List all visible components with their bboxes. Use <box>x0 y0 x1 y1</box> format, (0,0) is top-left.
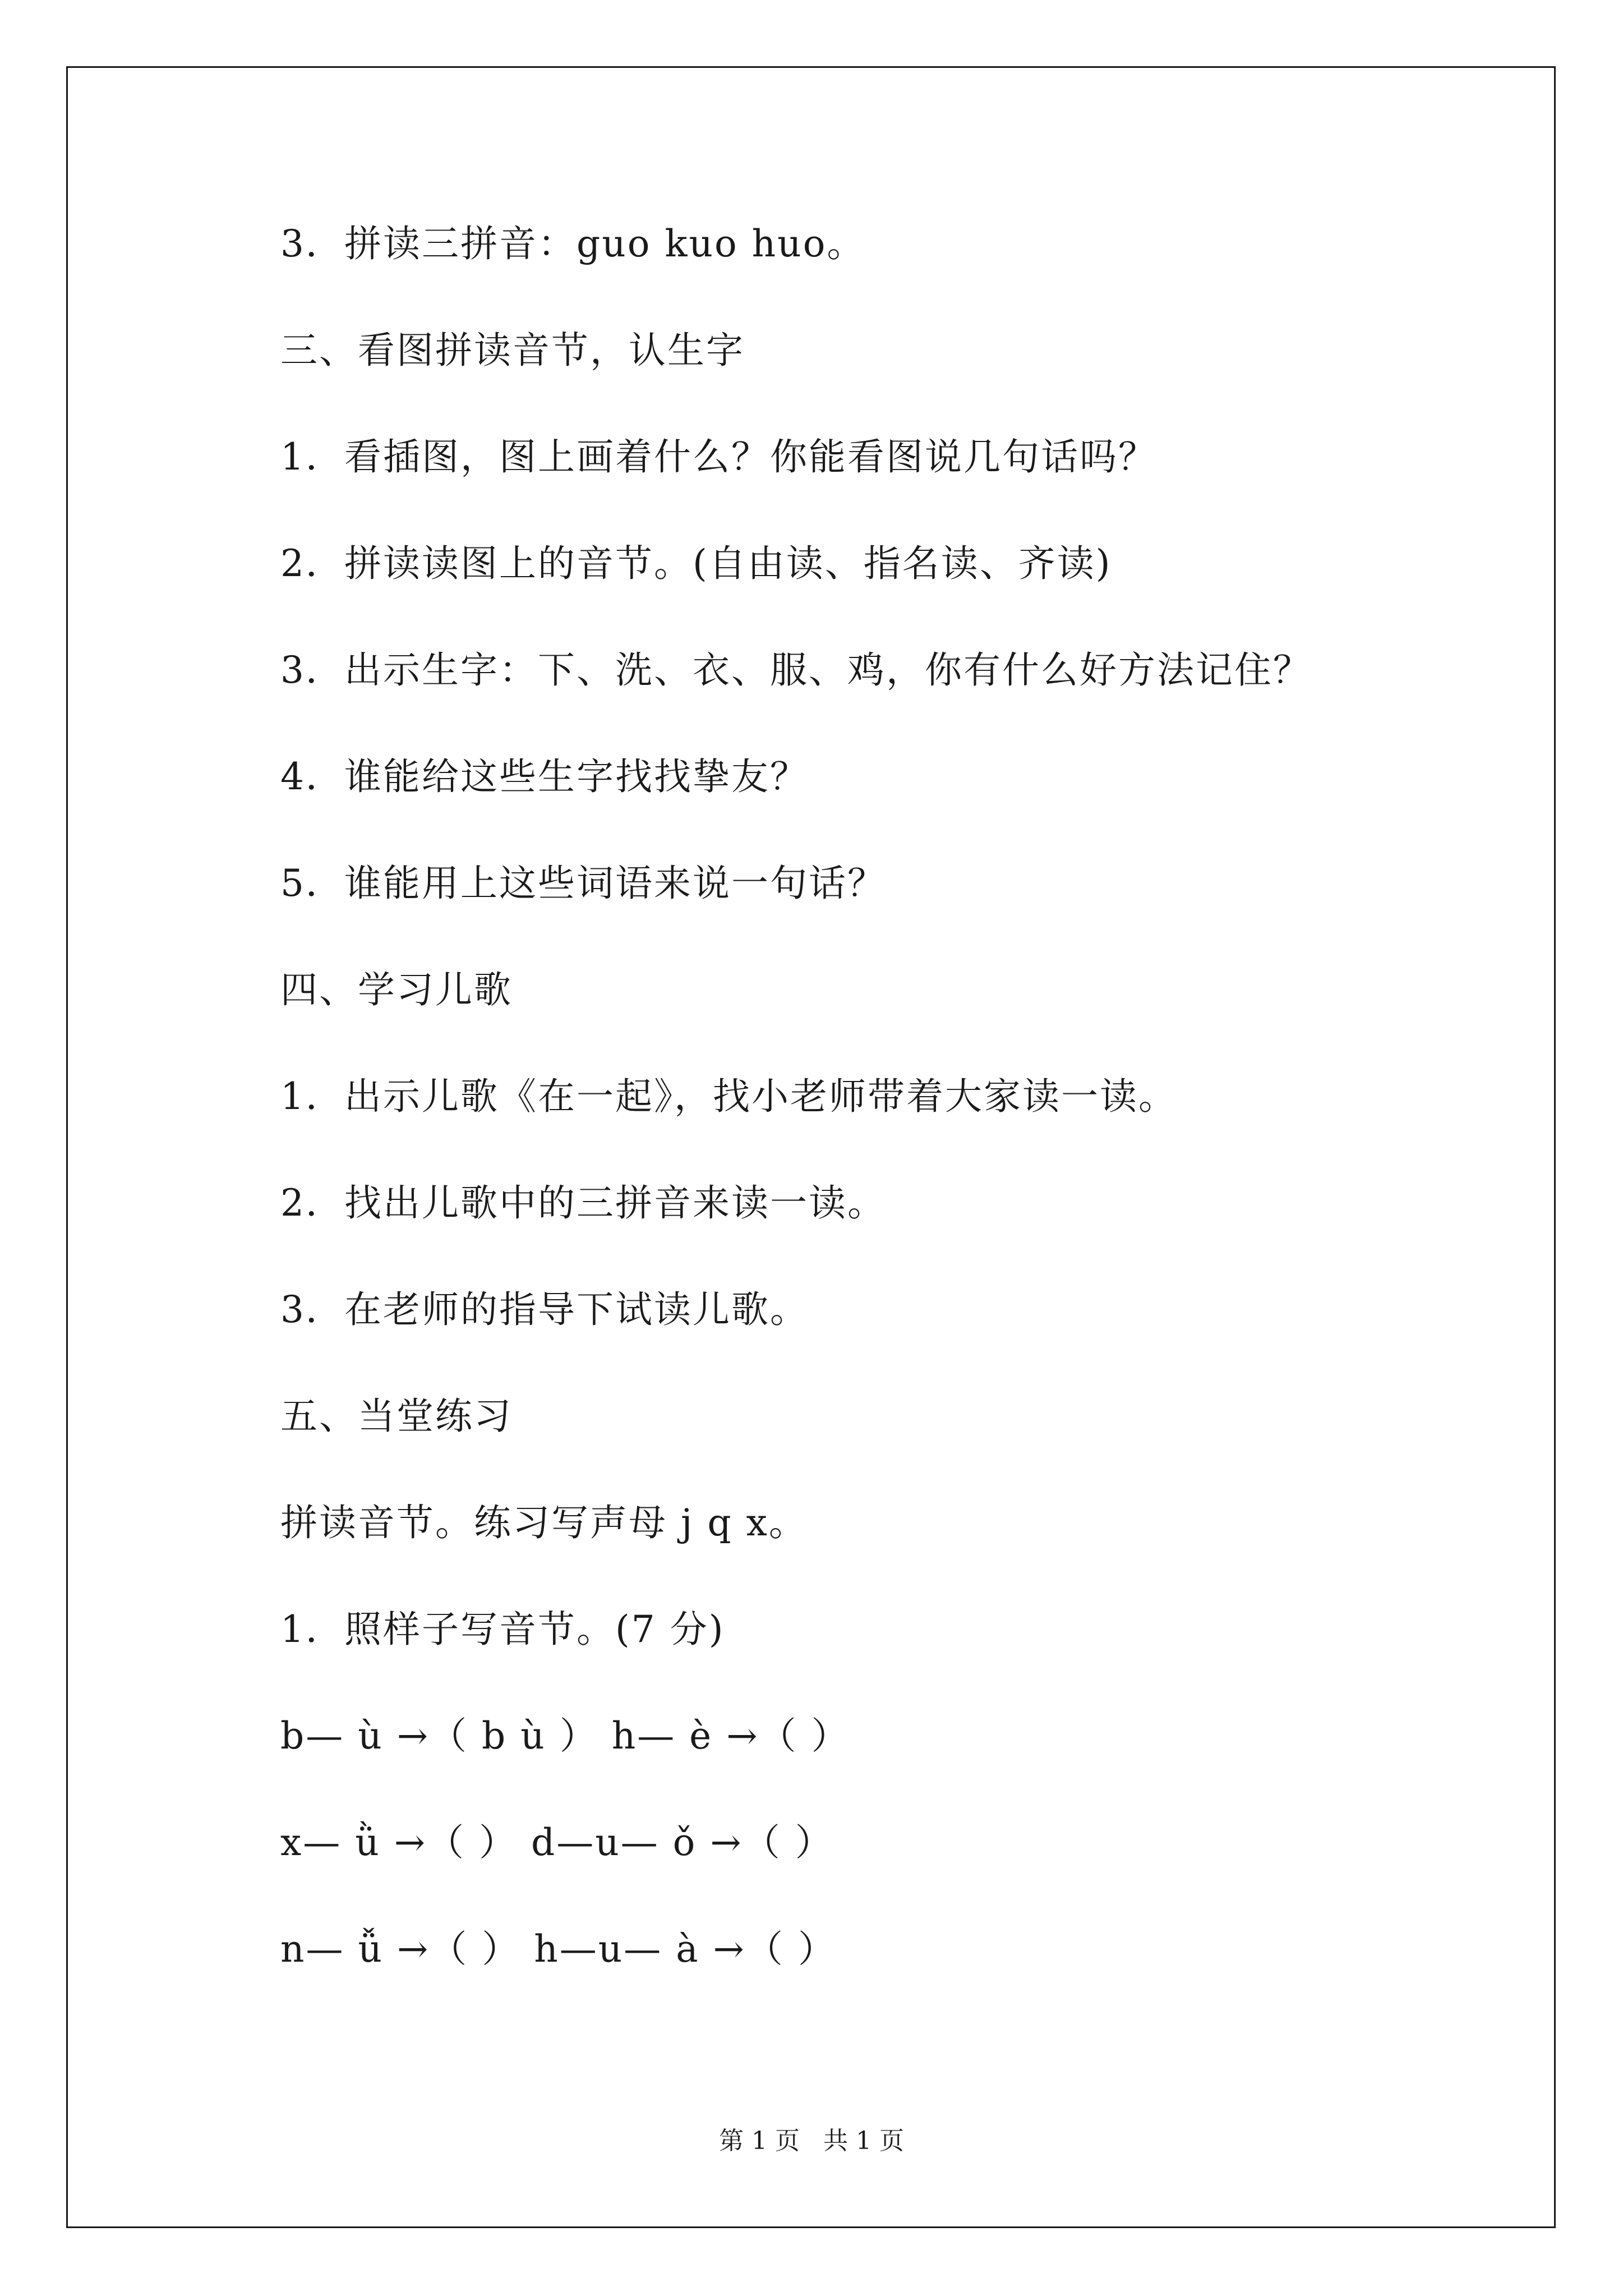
text-line: 5．谁能用上这些词语来说一句话？ <box>280 862 886 905</box>
text-line: 2．找出儿歌中的三拼音来读一读。 <box>280 1181 886 1225</box>
exercise-line: x— ǜ →（ ） d—u— ǒ →（ ） <box>280 1821 834 1864</box>
text-line: 3．在老师的指导下试读儿歌。 <box>280 1288 809 1331</box>
text-line: 3．出示生字：下、洗、衣、服、鸡，你有什么好方法记住？ <box>280 648 1312 692</box>
text-line: 拼读音节。练习写声母 j q x。 <box>280 1501 808 1544</box>
text-line: 3．拼读三拼音：guo kuo huo。 <box>280 222 866 265</box>
page-footer: 第 1 页 共 1 页 <box>719 2127 904 2155</box>
text-line: 1．出示儿歌《在一起》，找小老师带着大家读一读。 <box>280 1075 1177 1118</box>
section-heading: 五、当堂练习 <box>280 1395 513 1438</box>
text-line: 1．看插图，图上画着什么？你能看图说几句话吗？ <box>280 435 1157 478</box>
text-line: 1．照样子写音节。(7 分) <box>280 1608 725 1651</box>
text-line: 4．谁能给这些生字找找挚友？ <box>280 755 809 798</box>
text-line: 2．拼读读图上的音节。(自由读、指名读、齐读) <box>280 542 1112 585</box>
exercise-line: n— ǚ →（ ） h—u— à →（ ） <box>280 1927 837 1971</box>
section-heading: 四、学习儿歌 <box>280 968 513 1011</box>
section-heading: 三、看图拼读音节，认生字 <box>280 329 745 372</box>
exercise-line: b— ù →（ b ù ） h— è →（ ） <box>280 1714 850 1757</box>
document-body <box>280 222 1458 2033</box>
